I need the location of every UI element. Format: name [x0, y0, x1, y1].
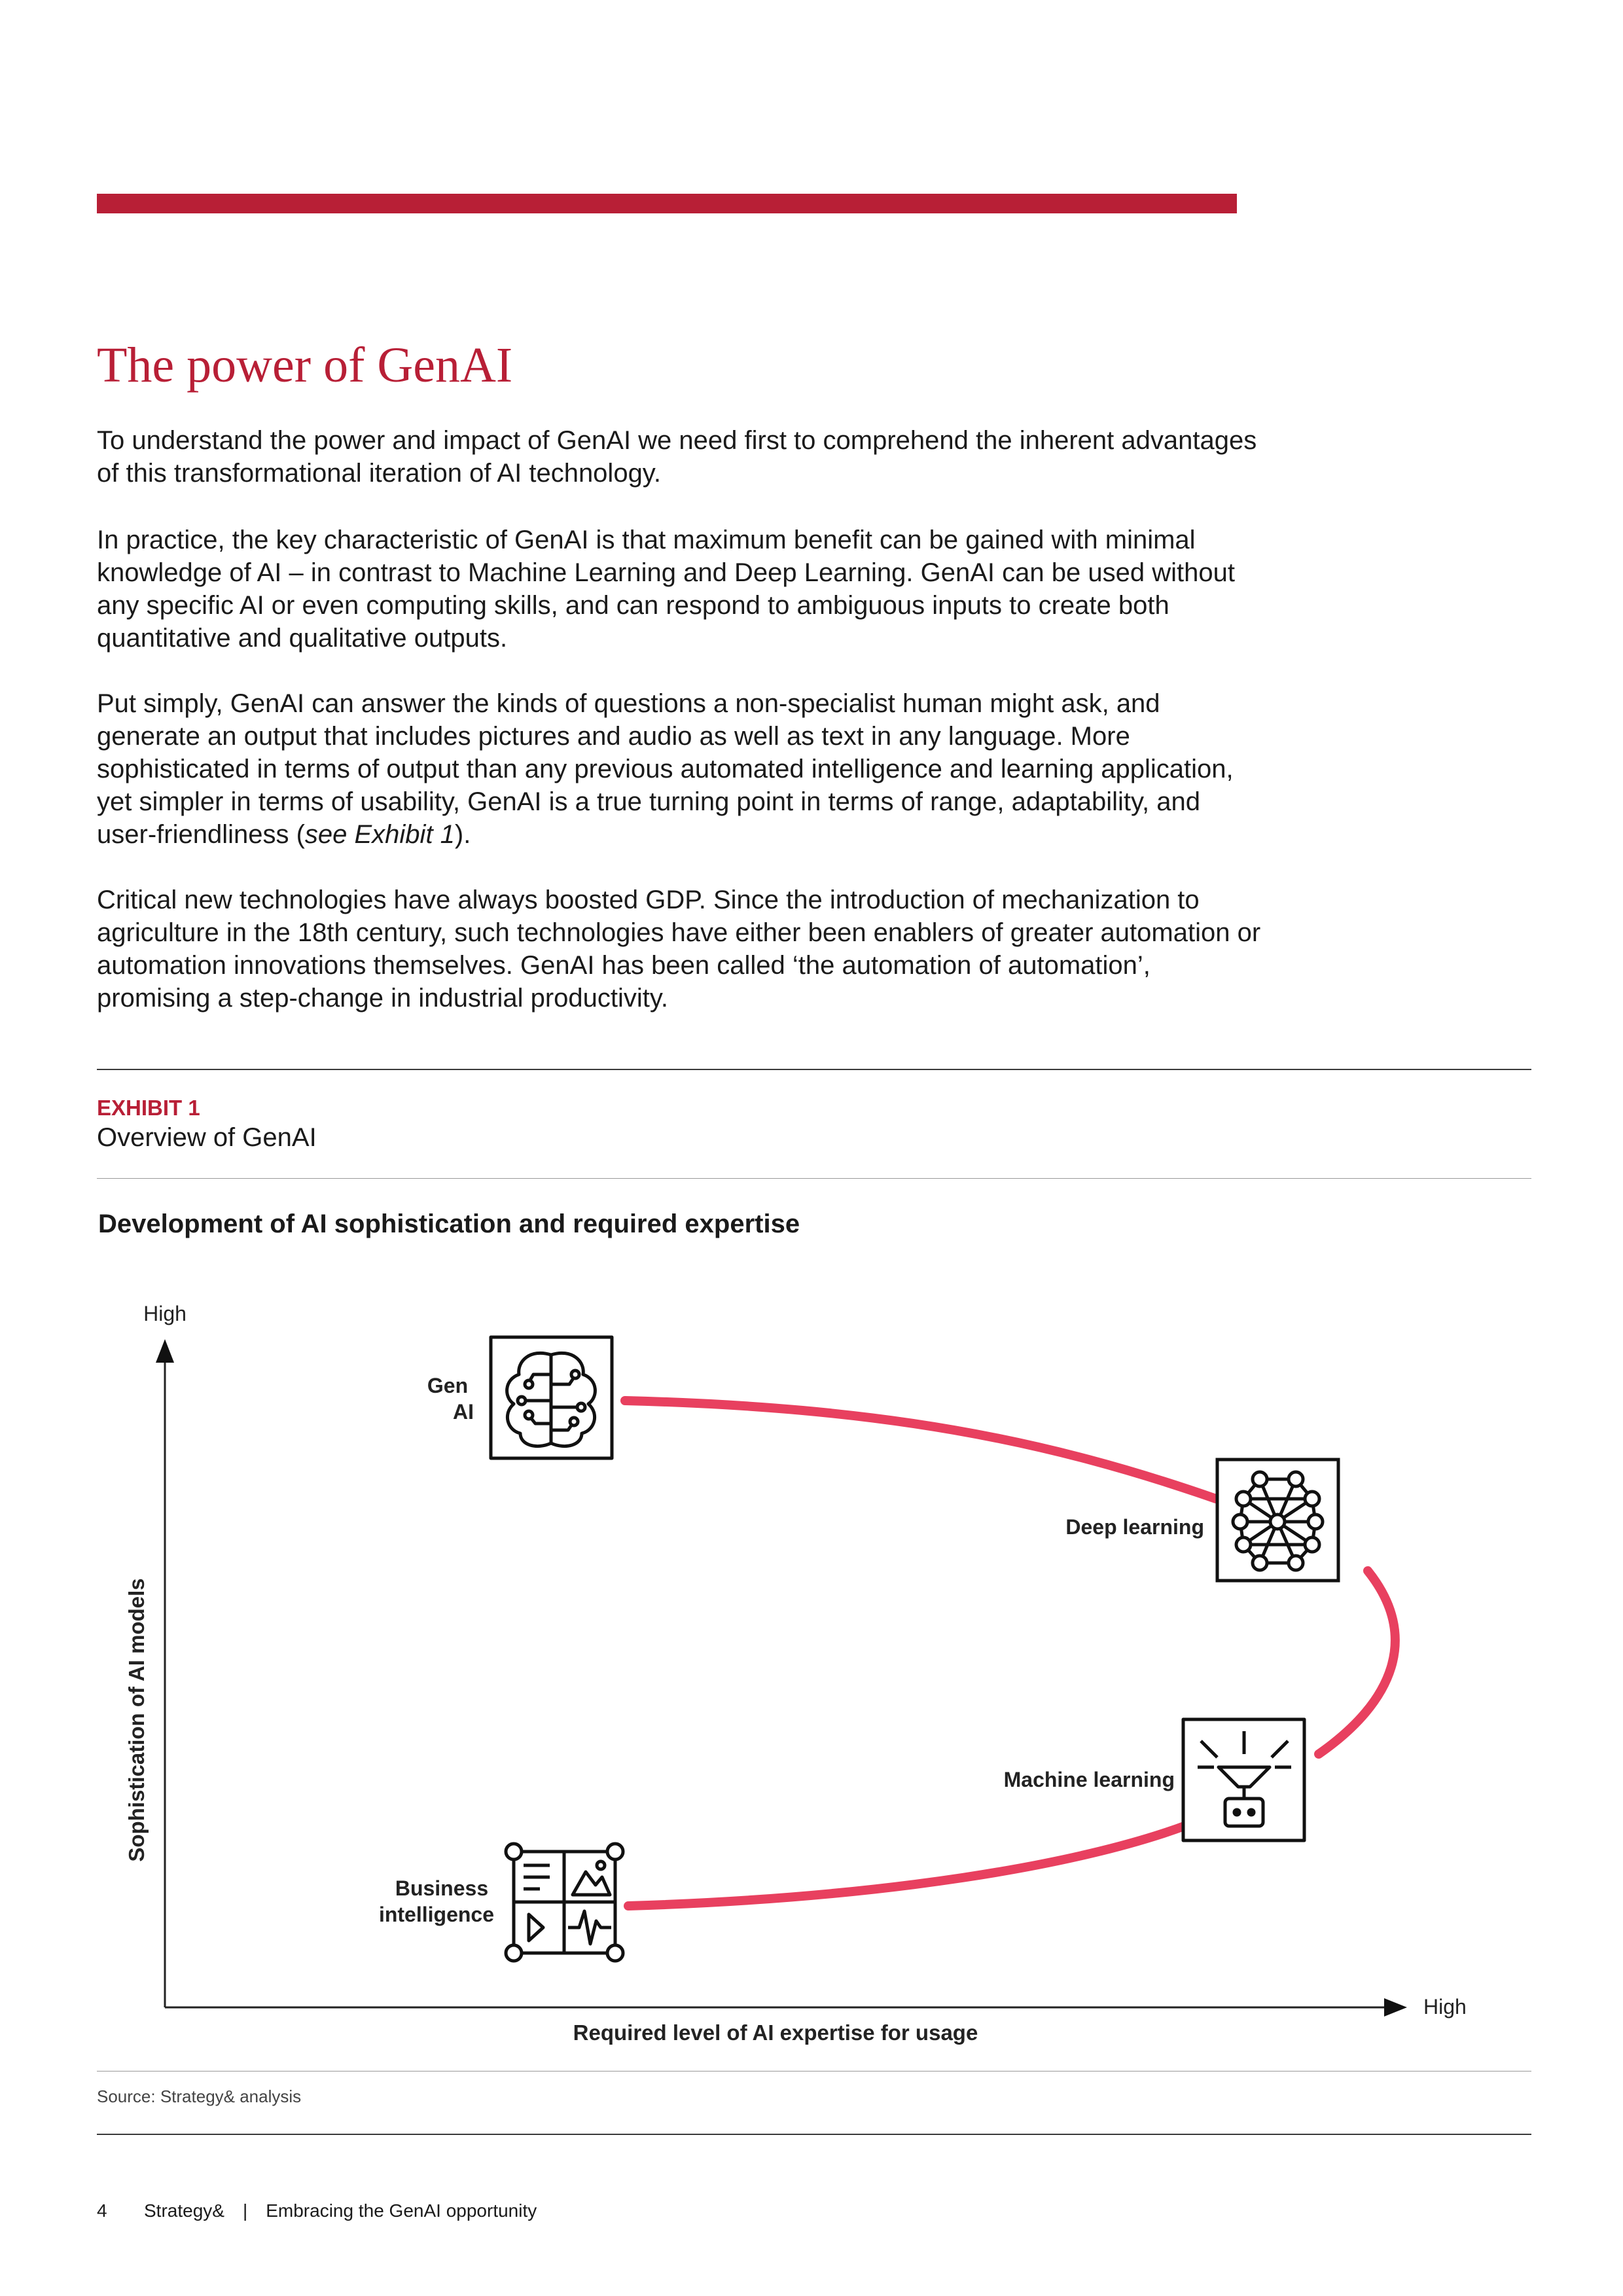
chart-title: Development of AI sophistication and required expertise — [98, 1210, 800, 1238]
label-deep-learning: Deep learning — [1065, 1515, 1204, 1539]
label-business-intelligence — [379, 1876, 494, 1926]
paragraph-simply-text: Put simply, GenAI can answer the kinds of questions a non-specialist human might ask, and generate an output that includes pictures and audio as well as text in any language. More sophisticated in terms of output than any previous automated intelligence and learning application, yet simpler in terms of usability, GenAI is a true turning point in terms of range, adaptability, and user-friendliness ( — [97, 689, 1234, 849]
source-note: Source: Strategy& analysis — [97, 2087, 302, 2106]
paragraph-intro: To understand the power and impact of GenAI we need first to comprehend the inherent advantages of this transformational iteration of AI technology. — [97, 426, 1257, 488]
neural-network-icon — [1217, 1460, 1338, 1581]
document-title: Embracing the GenAI opportunity — [266, 2200, 537, 2221]
exhibit-title: Overview of GenAI — [97, 1123, 317, 1152]
brain-circuit-icon — [491, 1337, 612, 1458]
page-footer — [97, 2200, 537, 2221]
paragraph-simply-end: ). — [454, 820, 471, 849]
divider — [97, 2071, 1531, 2072]
label-business-intelligence-line-1: Business — [395, 1876, 489, 1900]
label-gen-ai — [427, 1374, 474, 1424]
page-number: 4 — [97, 2200, 107, 2221]
chart — [0, 1244, 1623, 2055]
y-axis-end-label: High — [143, 1302, 187, 1325]
x-axis-arrow — [1384, 1998, 1407, 2017]
exhibit-label: EXHIBIT 1 — [97, 1096, 200, 1120]
y-axis-arrow — [156, 1339, 174, 1363]
divider — [97, 1178, 1531, 1179]
top-accent-bar — [97, 194, 1237, 213]
exhibit-reference: see Exhibit 1 — [304, 820, 455, 849]
label-gen-ai-line-2: AI — [453, 1400, 474, 1424]
divider — [97, 2134, 1531, 2135]
footer-separator: | — [242, 2200, 248, 2221]
paragraph-simply — [97, 687, 1262, 851]
label-business-intelligence-line-2: intelligence — [378, 1903, 494, 1926]
x-axis-end-label: High — [1423, 1995, 1467, 2018]
label-machine-learning: Machine learning — [1003, 1768, 1175, 1791]
page-title: The power of GenAI — [97, 338, 513, 393]
paragraph-practice: In practice, the key characteristic of GenAI is that maximum benefit can be gained with minimal knowledge of AI – in contrast to Machine Learning and Deep Learning. GenAI can be used without any specific AI or even computing skills, and can respond to ambiguous inputs to create both quantitative and qualitative outputs. — [97, 526, 1235, 653]
label-gen-ai-line-1: Gen — [427, 1374, 469, 1397]
dashboard-icon — [506, 1844, 623, 1961]
funnel-robot-icon — [1183, 1719, 1304, 1840]
divider — [97, 1069, 1531, 1070]
x-axis-title: Required level of AI expertise for usage — [573, 2020, 978, 2045]
publisher-name: Strategy& — [144, 2200, 224, 2221]
paragraph-technologies: Critical new technologies have always boosted GDP. Since the introduction of mechanization to agriculture in the 18th century, such technologies have either been enablers of greater automation or automation innovations themselves. GenAI has been called ‘the automation of automation’, promising a step-change in industrial productivity. — [97, 886, 1261, 1013]
y-axis-title: Sophistication of AI models — [124, 1578, 149, 1862]
